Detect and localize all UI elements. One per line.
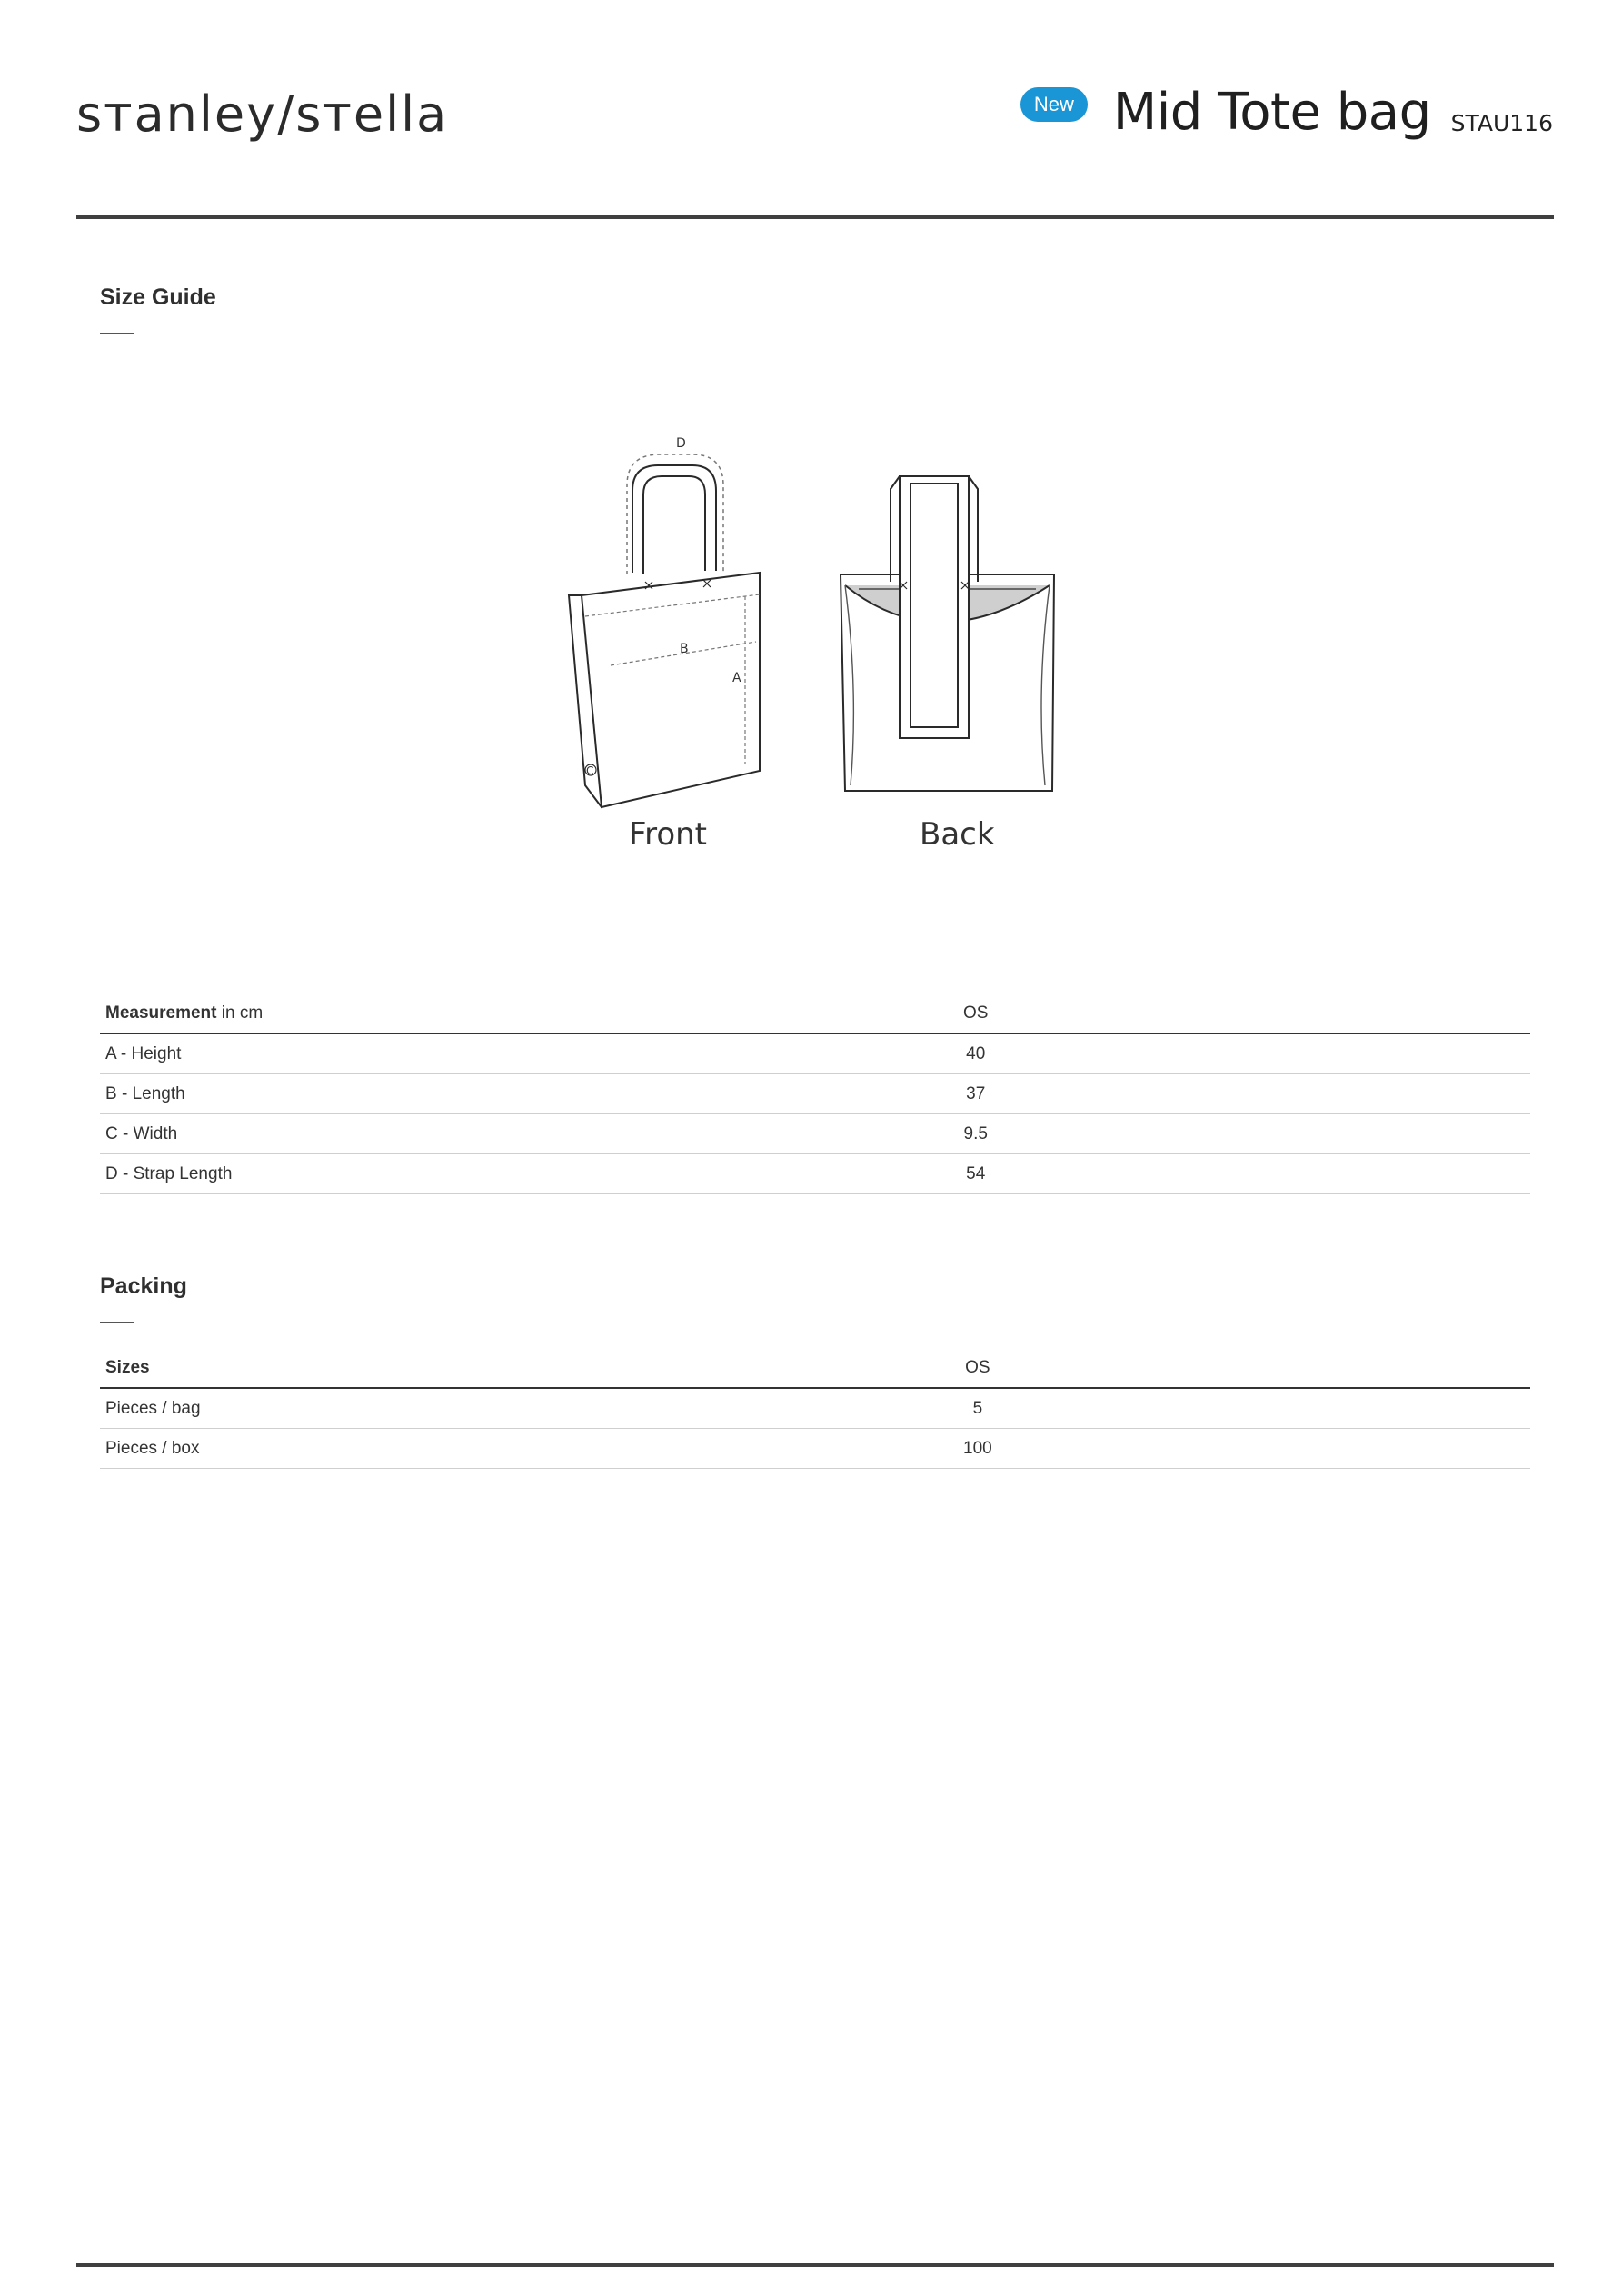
table-row [100, 1074, 1530, 1114]
size-table-header-blank [993, 993, 1530, 1033]
row-blank [993, 1074, 1530, 1114]
dim-label-b: B [680, 642, 689, 656]
size-table-header [100, 993, 1530, 1033]
row-blank [998, 1429, 1530, 1469]
size-guide-dash [100, 333, 134, 334]
table-row [100, 1154, 1530, 1194]
product-title-block [1020, 78, 1553, 142]
row-value: 9.5 [958, 1114, 993, 1154]
svg-text:sтanley/sтella: sтanley/sтella [76, 85, 449, 142]
row-value: 37 [958, 1074, 993, 1114]
packing-dash [100, 1322, 134, 1323]
back-label: Back [920, 816, 995, 853]
size-guide-heading: Size Guide [100, 285, 216, 310]
dim-label-d: D [676, 436, 686, 451]
row-label: A - Height [100, 1033, 958, 1074]
packing-table-header-label: Sizes [100, 1348, 958, 1388]
row-label: D - Strap Length [100, 1154, 958, 1194]
tote-bag-diagram [545, 418, 1109, 873]
table-row [100, 1033, 1530, 1074]
row-label: B - Length [100, 1074, 958, 1114]
product-title: Mid Tote bag [1112, 83, 1431, 142]
table-row [100, 1114, 1530, 1154]
packing-heading: Packing [100, 1273, 187, 1299]
packing-table-header [100, 1348, 1530, 1388]
row-blank [993, 1033, 1530, 1074]
new-badge: New [1020, 87, 1088, 122]
row-blank [993, 1154, 1530, 1194]
size-table-header-os: OS [958, 993, 993, 1033]
measurement-unit: in cm [216, 1003, 264, 1023]
row-value: 100 [958, 1429, 998, 1469]
row-blank [993, 1114, 1530, 1154]
dim-label-a: A [732, 671, 741, 685]
front-label: Front [629, 816, 707, 853]
back-bag-drawing [841, 476, 1054, 791]
row-label: C - Width [100, 1114, 958, 1154]
packing-table-header-os: OS [958, 1348, 998, 1388]
table-row [100, 1429, 1530, 1469]
product-sku: STAU116 [1450, 110, 1553, 136]
row-value: 54 [958, 1154, 993, 1194]
measurement-label: Measurement [105, 1003, 217, 1023]
size-table-header-label [100, 993, 958, 1033]
row-label: Pieces / box [100, 1429, 958, 1469]
row-blank [998, 1388, 1530, 1429]
row-value: 40 [958, 1033, 993, 1074]
size-table [100, 993, 1530, 1194]
packing-table-header-blank [998, 1348, 1530, 1388]
packing-table [100, 1348, 1530, 1469]
dim-label-c: C [586, 764, 594, 777]
front-bag-drawing [569, 454, 760, 807]
brand-logo [76, 78, 522, 142]
footer-divider [76, 2263, 1554, 2267]
row-value: 5 [958, 1388, 998, 1429]
tote-bag-drawing [545, 418, 1109, 818]
table-row [100, 1388, 1530, 1429]
row-label: Pieces / bag [100, 1388, 958, 1429]
header-divider [76, 215, 1554, 219]
